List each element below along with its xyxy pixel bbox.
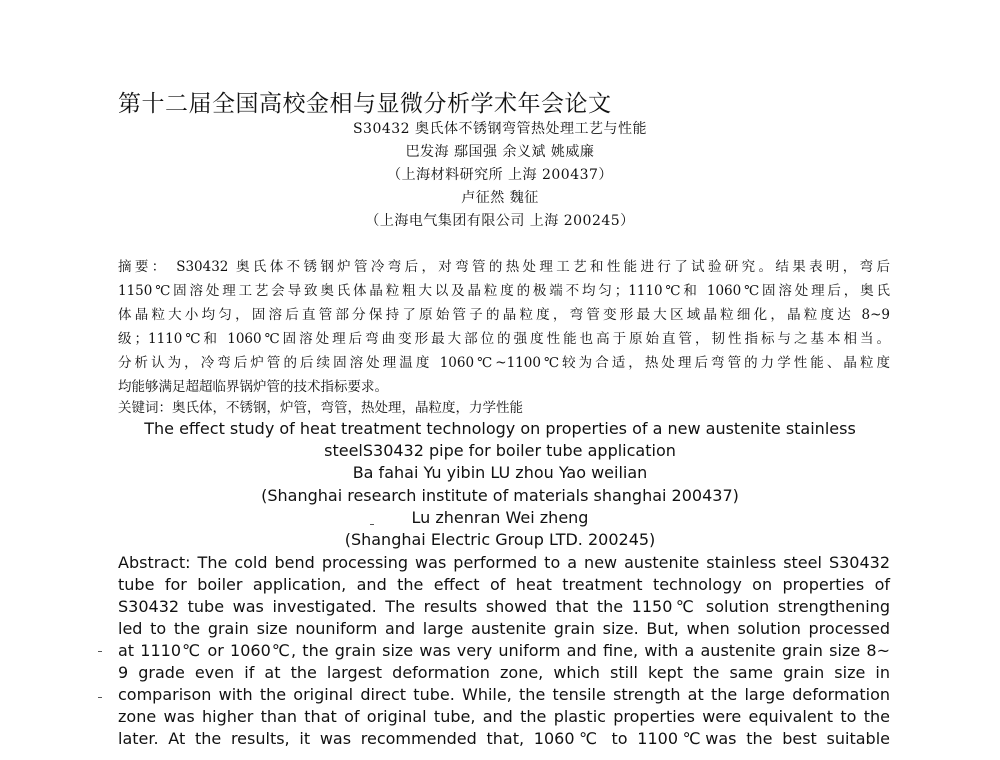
scan-speck	[98, 697, 102, 698]
en-abstract-line: S30432 tube was investigated. The results showed that the 1150℃ solution strengthening	[118, 597, 890, 616]
cn-abstract-line: 摘要： S30432 奥氏体不锈钢炉管冷弯后，对弯管的热处理工艺和性能进行了试验研究。结果表明，弯后	[118, 259, 890, 275]
cn-abstract-line: 级；1110℃和 1060℃固溶处理后弯曲变形最大部位的强度性能也高于原始直管，韧性指标与之基本相当。	[118, 331, 890, 347]
cn-abstract	[118, 255, 890, 399]
en-affiliation-1: (Shanghai research institute of materials shanghai 200437)	[261, 486, 739, 505]
en-authors-2: Lu zhenran Wei zheng	[411, 508, 589, 527]
cn-authors-2: 卢征然 魏征	[461, 190, 539, 206]
en-abstract-line: led to the grain size nouniform and large austenite grain size. But, when solution processed	[118, 619, 890, 638]
cn-affiliation-2: （上海电气集团有限公司 上海 200245）	[365, 213, 635, 229]
en-abstract	[118, 552, 890, 750]
cn-keywords: 关键词：奥氏体，不锈钢，炉管，弯管，热处理，晶粒度，力学性能	[118, 400, 523, 416]
en-abstract-line: zone was higher than that of original tube, and the plastic properties were equivalent to the	[118, 707, 890, 726]
scan-speck	[98, 651, 102, 652]
en-abstract-line: Abstract: The cold bend processing was performed to a new austenite stainless steel S30432	[118, 553, 890, 572]
en-abstract-line: at 1110℃ or 1060℃, the grain size was very uniform and fine, with a austenite grain size 8~	[118, 641, 890, 660]
cn-paper-title: S30432 奥氏体不锈钢弯管热处理工艺与性能	[352, 121, 648, 137]
en-title-line-1: The effect study of heat treatment technology on properties of a new austenite stainless	[144, 419, 856, 438]
conference-title: 第十二届全国高校金相与显微分析学术年会论文	[118, 91, 612, 117]
cn-abstract-line: 1150℃固溶处理工艺会导致奥氏体晶粒粗大以及晶粒度的极端不均匀；1110℃和 1060℃固溶处理后，奥氏	[118, 283, 890, 299]
en-authors-1: Ba fahai Yu yibin LU zhou Yao weilian	[352, 463, 648, 482]
en-affiliation-2: (Shanghai Electric Group LTD. 200245)	[344, 530, 656, 549]
cn-authors-1: 巴发海 鄢国强 余义斌 姚威廉	[405, 144, 595, 160]
en-abstract-line: later. At the results, it was recommended that, 1060℃ to 1100℃was the best suitable	[118, 729, 890, 748]
scan-speck	[370, 524, 374, 525]
en-abstract-line: 9 grade even if at the largest deformation zone, which still kept the same grain size in	[118, 663, 890, 682]
cn-abstract-line: 体晶粒大小均匀，固溶后直管部分保持了原始管子的晶粒度，弯管变形最大区域晶粒细化，晶粒度达 8~9	[118, 307, 890, 323]
cn-abstract-line: 均能够满足超超临界锅炉管的技术指标要求。	[118, 379, 388, 395]
en-title-line-2: steelS30432 pipe for boiler tube application	[324, 441, 676, 460]
en-abstract-line: tube for boiler application, and the effect of heat treatment technology on properties of	[118, 575, 890, 594]
cn-affiliation-1: （上海材料研究所 上海 200437）	[387, 167, 613, 183]
cn-abstract-line: 分析认为，冷弯后炉管的后续固溶处理温度 1060℃~1100℃较为合适，热处理后弯管的力学性能、晶粒度	[118, 355, 890, 371]
en-abstract-line: comparison with the original direct tube. While, the tensile strength at the large deformation	[118, 685, 890, 704]
